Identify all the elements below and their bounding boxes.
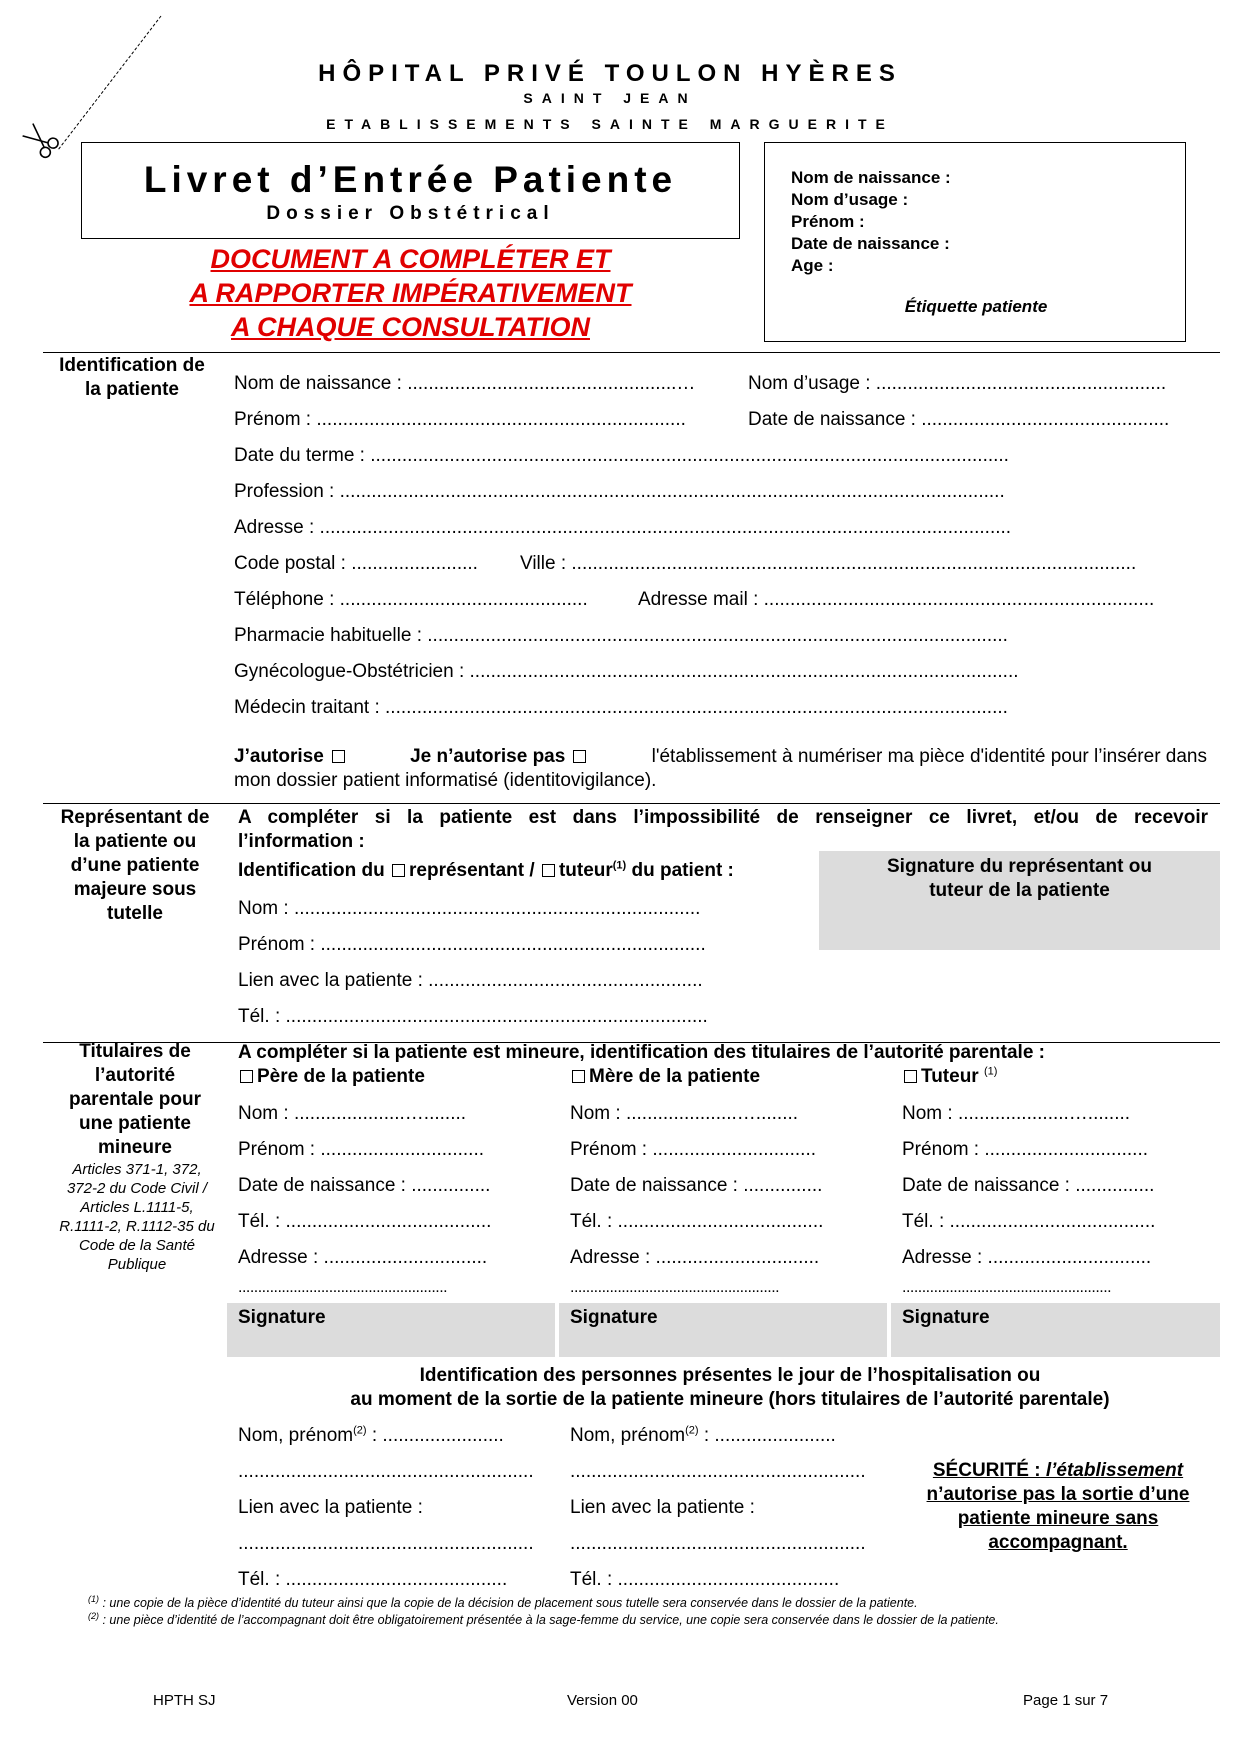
tuteur-signature-box[interactable] [891, 1303, 1220, 1357]
divider-identification [43, 352, 1220, 353]
mere-date-naissance[interactable]: Date de naissance : ............... [570, 1175, 823, 1196]
tuteur-parental-footnote-ref: (1) [983, 1065, 998, 1078]
mere-nom[interactable]: Nom : .....................…........ [570, 1103, 799, 1124]
page-title: Livret d’Entrée Patiente [143, 159, 678, 200]
consent-text-2: mon dossier patient informatisé (identitovigilance). [234, 770, 657, 791]
footer-page: Page 1 sur 7 [1023, 1692, 1109, 1709]
consent-line-1 [234, 746, 1207, 768]
securite-notice [893, 1459, 1223, 1555]
field-date-terme[interactable]: Date du terme : ......................................................................................................................... [234, 445, 1009, 466]
securite-line-3: patiente mineure sans [957, 1508, 1159, 1529]
field-ville[interactable]: Ville : ........................................................................................................... [520, 553, 1137, 574]
presente1-lien-2[interactable]: ........................................................ [238, 1533, 534, 1554]
tuteur-footnote-ref: (1) [612, 859, 627, 872]
tuteur-date-naissance[interactable]: Date de naissance : ............... [902, 1175, 1155, 1196]
pere-nom[interactable]: Nom : .....................…........ [238, 1103, 467, 1124]
pere-option [238, 1066, 425, 1088]
tuteur-parental-option [902, 1066, 997, 1088]
tuteur-tel[interactable]: Tél. : ....................................... [902, 1211, 1156, 1232]
presente1-nom[interactable] [238, 1425, 504, 1447]
field-adresse[interactable]: Adresse : ................................................................................................................................... [234, 517, 1012, 538]
pere-signature-box[interactable] [227, 1303, 555, 1357]
pere-adresse-2[interactable]: ..................................................... [238, 1279, 448, 1296]
parental-intro: A compléter si la patiente est mineure, identification des titulaires de l’autorité parentale : [238, 1042, 1045, 1063]
presentes-title [240, 1364, 1220, 1412]
tuteur-adresse-2[interactable]: ..................................................... [902, 1279, 1112, 1296]
title-box [81, 142, 740, 239]
ident-du-label: Identification du [238, 860, 385, 881]
presentes-title-2: au moment de la sortie de la patiente mineure (hors titulaires de l’autorité parentale) [350, 1389, 1110, 1410]
footnote-2-text: : une pièce d’identité de l’accompagnant doit être obligatoirement présentée à la sage-femme du service, une copie sera conservée dans le dossier de la patiente. [99, 1613, 999, 1627]
tuteur-parental-label: Tuteur [921, 1066, 979, 1087]
tuteur-nom[interactable]: Nom : .....................…........ [902, 1103, 1131, 1124]
warning-line-2: A RAPPORTER IMPÉRATIVEMENT [189, 278, 632, 308]
pere-prenom[interactable]: Prénom : ............................... [238, 1139, 485, 1160]
site-name: SAINT JEAN [523, 90, 697, 106]
label-nom-usage: Nom d’usage : [791, 190, 909, 209]
pere-checkbox[interactable] [240, 1070, 253, 1083]
mere-checkbox[interactable] [572, 1070, 585, 1083]
securite-line-4: accompagnant. [988, 1532, 1128, 1553]
tuteur-option: tuteur [558, 860, 613, 881]
representant-intro [238, 806, 1208, 854]
presente1-nom-dots: : ....................... [366, 1425, 504, 1446]
presente2-footnote-ref: (2) [685, 1424, 699, 1437]
representant-lien[interactable]: Lien avec la patiente : .................................................... [238, 970, 703, 991]
warning-notice [81, 242, 740, 344]
section-label-identification: Identification de la patiente [59, 355, 205, 400]
tuteur-signature-label: Signature [902, 1307, 990, 1328]
representant-ident-line [238, 860, 734, 882]
presente2-tel[interactable]: Tél. : .......................................... [570, 1569, 840, 1590]
pere-label: Père de la patiente [257, 1066, 425, 1087]
mere-adresse[interactable]: Adresse : ............................... [570, 1247, 820, 1268]
securite-heading: SÉCURITÉ : [932, 1460, 1041, 1481]
presente1-lien[interactable]: Lien avec la patiente : [238, 1497, 423, 1518]
label-date-naissance: Date de naissance : [791, 234, 950, 253]
footnote-2-ref: (2) [88, 1610, 99, 1621]
section-label-parental: Titulaires de l’autorité parentale pour une patiente mineure [69, 1041, 201, 1158]
field-nom-usage[interactable]: Nom d’usage : ....................................................... [748, 373, 1167, 394]
field-profession[interactable]: Profession : .............................................................................................................................. [234, 481, 1005, 502]
warning-line-3: A CHAQUE CONSULTATION [231, 312, 590, 342]
presente2-nom[interactable] [570, 1425, 836, 1447]
field-telephone[interactable]: Téléphone : ............................................... [234, 589, 588, 610]
field-medecin-traitant[interactable]: Médecin traitant : ...................................................................................................................... [234, 697, 1008, 718]
footnote-1-ref: (1) [88, 1593, 99, 1604]
divider-representant [43, 803, 1220, 804]
group-name: ETABLISSEMENTS SAINTE MARGUERITE [326, 116, 894, 132]
pere-date-naissance[interactable]: Date de naissance : ............... [238, 1175, 491, 1196]
presente2-lien-2[interactable]: ........................................................ [570, 1533, 866, 1554]
presentes-title-1: Identification des personnes présentes le jour de l’hospitalisation ou [419, 1365, 1041, 1386]
label-etiquette: Étiquette patiente [904, 297, 1048, 316]
footer-left: HPTH SJ [153, 1692, 216, 1709]
mere-prenom[interactable]: Prénom : ............................... [570, 1139, 817, 1160]
presente1-footnote-ref: (2) [353, 1424, 367, 1437]
representant-signature-label: Signature du représentant ou tuteur de la patiente [887, 856, 1152, 901]
representant-tel[interactable]: Tél. : ................................................................................ [238, 1006, 708, 1027]
section-label-representant: Représentant de la patiente ou d’une patiente majeure sous tutelle [60, 807, 210, 924]
hospital-name: HÔPITAL PRIVÉ TOULON HYÈRES [318, 60, 902, 87]
footnote-2 [88, 1610, 999, 1627]
nautorise-checkbox[interactable] [573, 750, 586, 763]
presente2-lien[interactable]: Lien avec la patiente : [570, 1497, 755, 1518]
label-age: Age : [791, 256, 834, 275]
field-prenom[interactable]: Prénom : ...................................................................... [234, 409, 686, 430]
presente2-nom-label: Nom, prénom [570, 1425, 686, 1446]
label-nom-naissance: Nom de naissance : [791, 168, 951, 187]
tuteur-prenom[interactable]: Prénom : ............................... [902, 1139, 1149, 1160]
consent-text-1: l'établissement à numériser ma pièce d'identité pour l’insérer dans [651, 746, 1207, 767]
pere-tel[interactable]: Tél. : ....................................... [238, 1211, 492, 1232]
representant-intro-2: l’information : [238, 831, 365, 852]
tuteur-adresse[interactable]: Adresse : ............................... [902, 1247, 1152, 1268]
page-subtitle: Dossier Obstétrical [266, 203, 555, 224]
footnote-1 [88, 1593, 918, 1610]
field-code-postal[interactable]: Code postal : ........................ [234, 553, 478, 574]
scissors-icon [21, 121, 60, 159]
representant-checkbox[interactable] [392, 864, 405, 877]
mere-option [570, 1066, 760, 1088]
mere-adresse-2[interactable]: ..................................................... [570, 1279, 780, 1296]
footnote-1-text: : une copie de la pièce d’identité du tuteur ainsi que la copie de la décision de placement sous tutelle sera conservée dans le dossier de la patiente. [99, 1596, 918, 1610]
field-nom-naissance[interactable]: Nom de naissance : ...................................................… [234, 373, 696, 394]
representant-option: représentant / [409, 860, 535, 881]
footer-version: Version 00 [567, 1692, 638, 1709]
representant-nom[interactable]: Nom : ............................................................................. [238, 898, 701, 919]
label-prenom: Prénom : [791, 212, 865, 231]
field-adresse-mail[interactable]: Adresse mail : .......................................................................... [638, 589, 1155, 610]
presente1-tel[interactable]: Tél. : .......................................... [238, 1569, 508, 1590]
autorise-label: J’autorise [234, 746, 324, 767]
field-date-naissance[interactable]: Date de naissance : ............................................... [748, 409, 1170, 430]
field-pharmacie[interactable]: Pharmacie habituelle : .............................................................................................................. [234, 625, 1008, 646]
mere-signature-box[interactable] [559, 1303, 887, 1357]
warning-line-1: DOCUMENT A COMPLÉTER ET [210, 244, 611, 274]
pere-signature-label: Signature [238, 1307, 326, 1328]
presente1-nom-label: Nom, prénom [238, 1425, 354, 1446]
pere-adresse[interactable]: Adresse : ............................... [238, 1247, 488, 1268]
securite-line-2: n’autorise pas la sortie d’une [926, 1484, 1190, 1505]
parental-articles: Articles 371-1, 372, 372-2 du Code Civil / Articles L.1111-5, R.1111-2, R.1112-35 du Code de la Santé Publique [59, 1161, 215, 1273]
du-patient-label: du patient : [631, 860, 734, 881]
tuteur-checkbox[interactable] [542, 864, 555, 877]
representant-intro-1: A compléter si la patiente est dans l’impossibilité de renseigner ce livret, et/ou de recevoir [238, 807, 1208, 828]
tuteur-parental-checkbox[interactable] [904, 1070, 917, 1083]
representant-signature-box[interactable] [819, 851, 1220, 950]
autorise-checkbox[interactable] [332, 750, 345, 763]
nautorise-label: Je n’autorise pas [410, 746, 566, 767]
presente2-nom-dots: : ....................... [698, 1425, 836, 1446]
mere-tel[interactable]: Tél. : ....................................... [570, 1211, 824, 1232]
mere-label: Mère de la patiente [589, 1066, 761, 1087]
securite-line-1: l’établissement [1040, 1460, 1184, 1481]
field-gynecologue[interactable]: Gynécologue-Obstétricien : ........................................................................................................ [234, 661, 1019, 682]
mere-signature-label: Signature [570, 1307, 658, 1328]
presente2-nom-2[interactable]: ........................................................ [570, 1461, 866, 1482]
presente1-nom-2[interactable]: ........................................................ [238, 1461, 534, 1482]
patient-label-box [764, 142, 1186, 342]
representant-prenom[interactable]: Prénom : ......................................................................... [238, 934, 706, 955]
